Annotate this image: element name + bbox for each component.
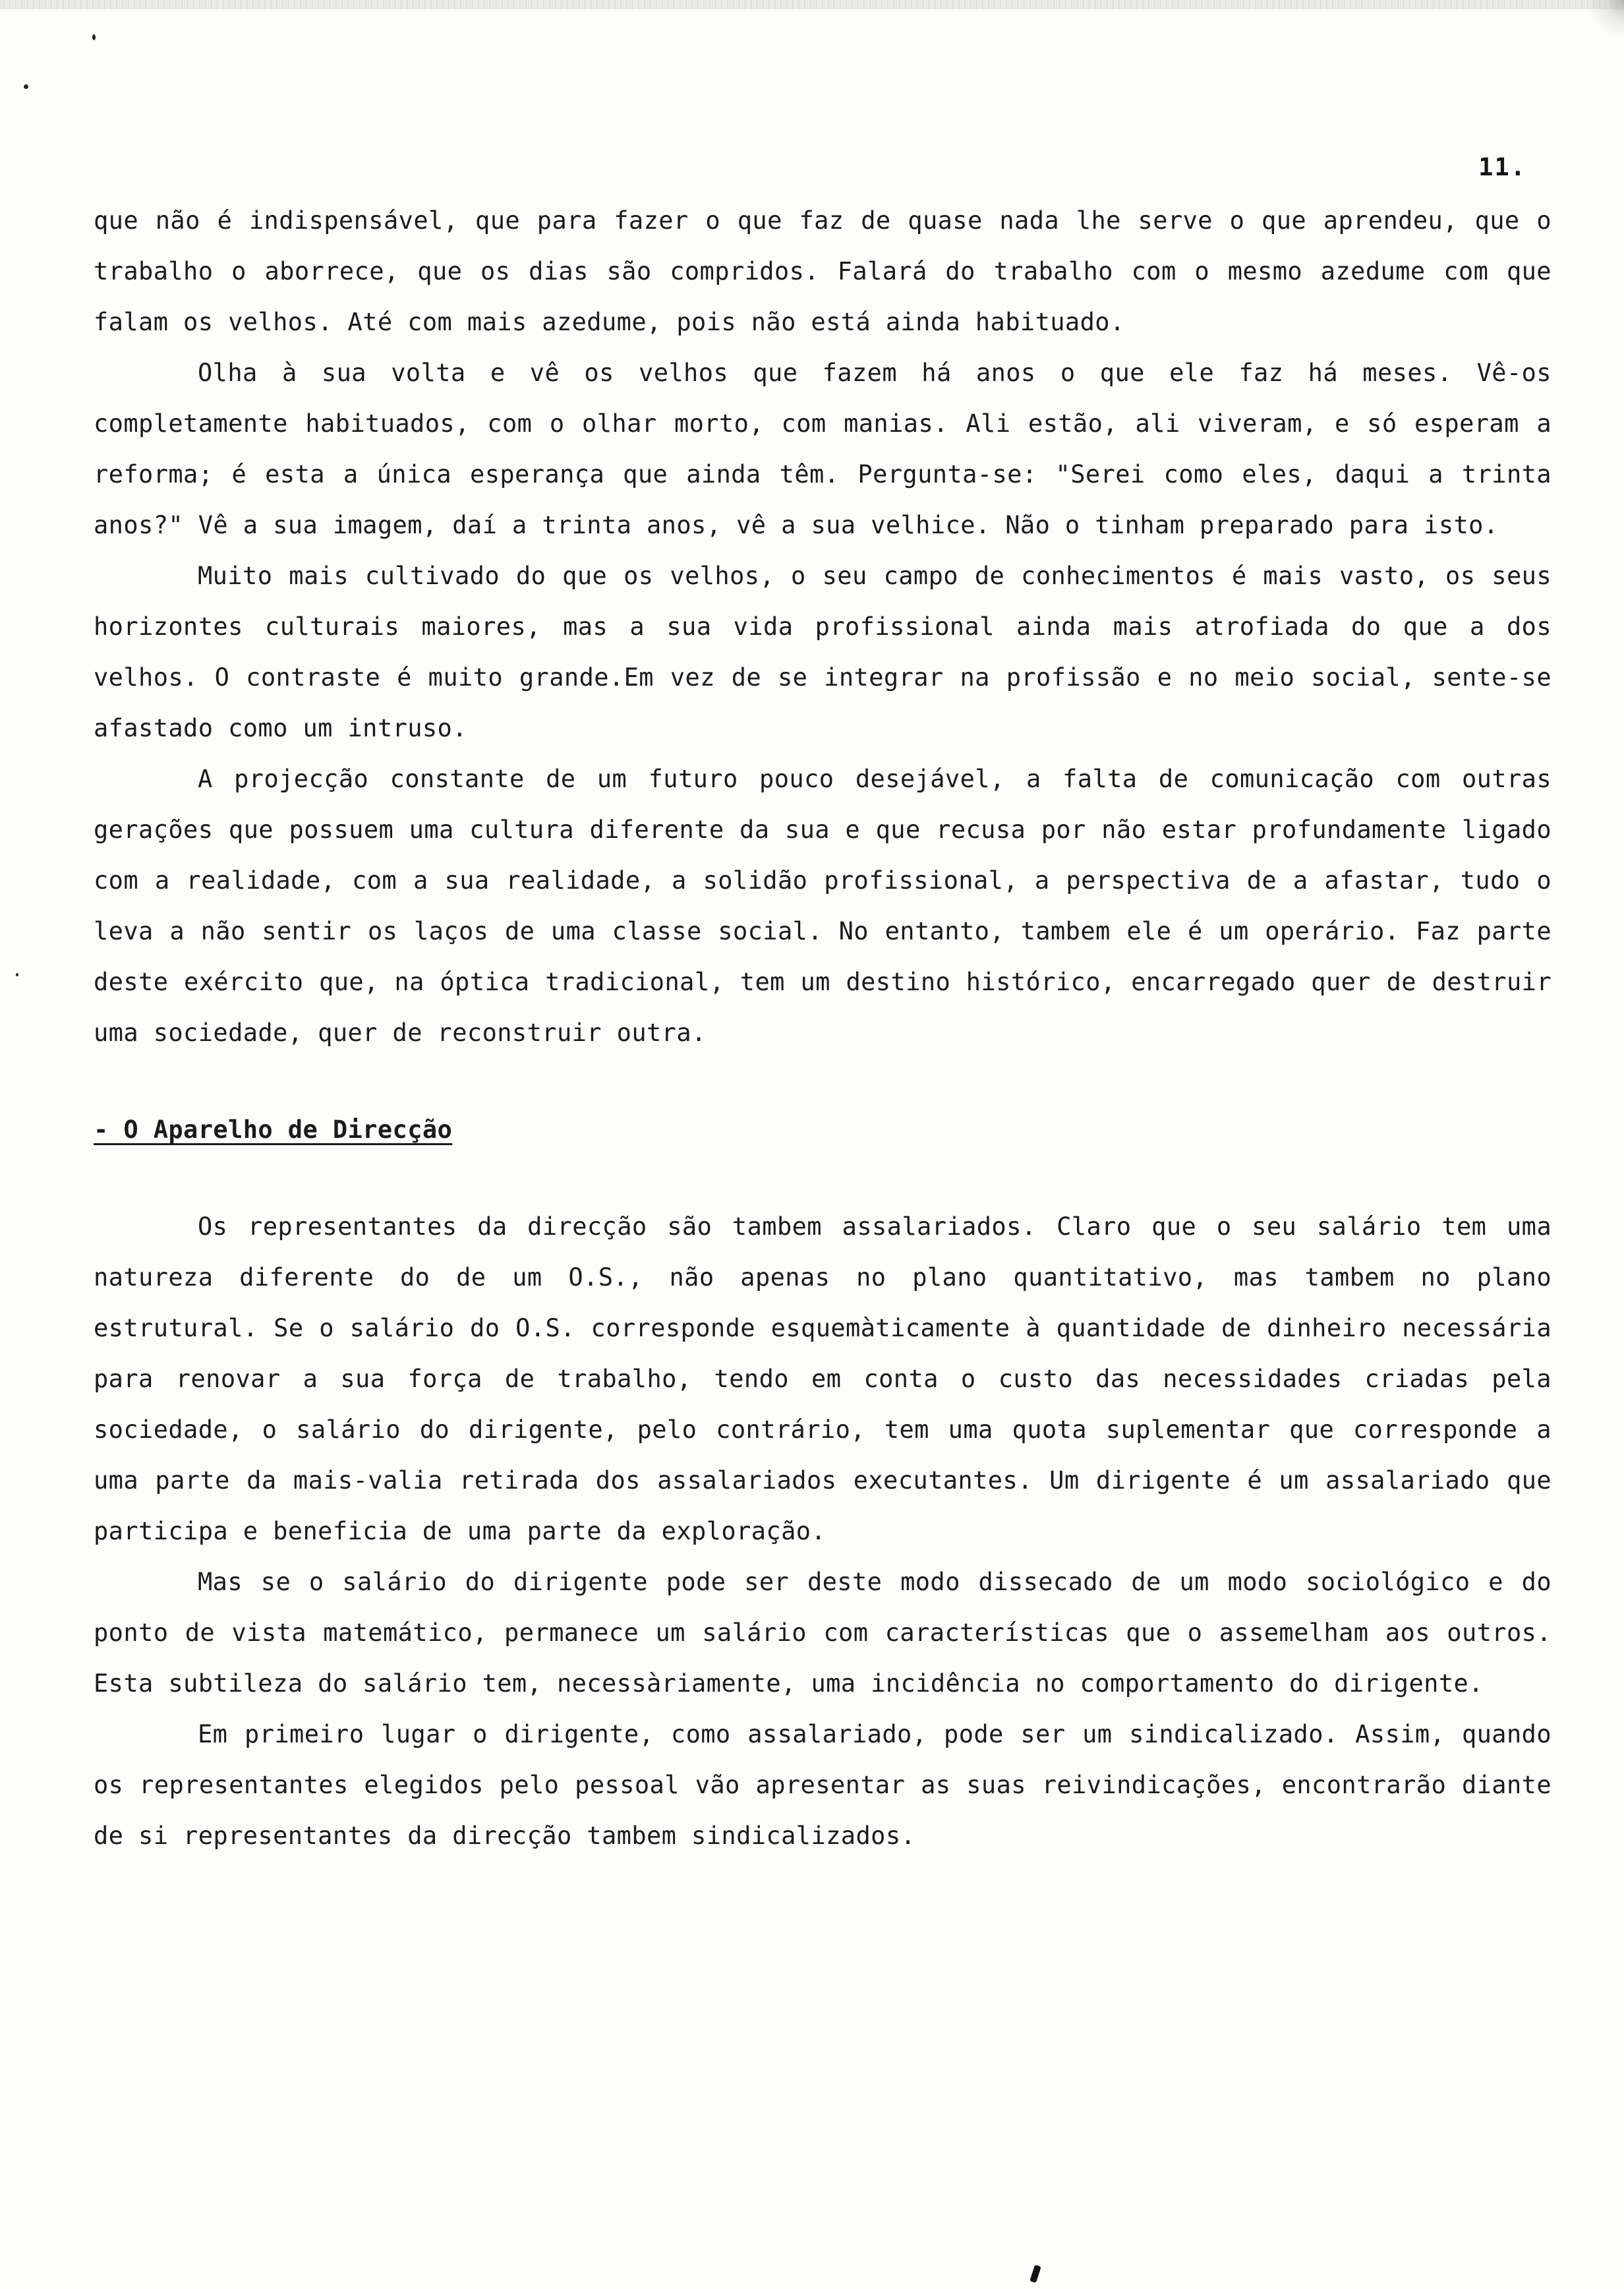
- paragraph: A projecção constante de um futuro pouco desejável, a falta de comunicação com outras gerações que possuem uma cultura diferente da sua e que recusa por não estar profundamente ligado com a realidade, com a sua realidade, a solidão profissional, a perspectiva de a afastar, tudo o leva a não sentir os laços de uma classe social. No entanto, tambem ele é um operário. Faz parte deste exército que, na óptica tradicional, tem um destino histórico, encarregado quer de destruir uma sociedade, quer de reconstruir outra.: [94, 765, 1552, 1047]
- paragraph: Mas se o salário do dirigente pode ser deste modo dissecado de um modo sociológico e do ponto de vista matemático, permanece um salário com características que o assemelham aos outros. Esta subtileza do salário tem, necessàriamente, uma incidência no comportamento do dirigente.: [94, 1568, 1552, 1698]
- document-body: [94, 195, 1552, 1861]
- section-heading: - O Aparelho de Direcção: [94, 1115, 453, 1144]
- page-number: 11.: [1478, 153, 1526, 181]
- paragraph: Em primeiro lugar o dirigente, como assalariado, pode ser um sindicalizado. Assim, quando os representantes elegidos pelo pessoal vão apresentar as suas reivindicações, encontrarão diante de si representantes da direcção tambem sindicalizados.: [94, 1720, 1552, 1850]
- scan-speck: [16, 973, 18, 976]
- scan-corner-shadow: [1584, 0, 1624, 40]
- paragraph: Olha à sua volta e vê os velhos que fazem há anos o que ele faz há meses. Vê-os completamente habituados, com o olhar morto, com manias. Ali estão, ali viveram, e só esperam a reforma; é esta a única esperança que ainda têm. Pergunta-se: "Serei como eles, daqui a trinta anos?" Vê a sua imagem, daí a trinta anos, vê a sua velhice. Não o tinham preparado para isto.: [94, 359, 1552, 539]
- paragraph: que não é indispensável, que para fazer o que faz de quase nada lhe serve o que aprendeu, que o trabalho o aborrece, que os dias são compridos. Falará do trabalho com o mesmo azedume com que falam os velhos. Até com mais azedume, pois não está ainda habituado.: [94, 206, 1552, 336]
- paragraph: Muito mais cultivado do que os velhos, o seu campo de conhecimentos é mais vasto, os seus horizontes culturais maiores, mas a sua vida profissional ainda mais atrofiada do que a dos velhos. O contraste é muito grande.Em vez de se integrar na profissão e no meio social, sente-se afastado como um intruso.: [94, 562, 1552, 742]
- scan-speck: [92, 34, 96, 40]
- spacer: [94, 1155, 1552, 1201]
- spacer: [94, 1058, 1552, 1104]
- scan-top-edge: [0, 0, 1624, 9]
- scan-ink-mark: [1030, 2265, 1041, 2283]
- paragraph: Os representantes da direcção são tambem assalariados. Claro que o seu salário tem uma natureza diferente do de um O.S., não apenas no plano quantitativo, mas tambem no plano estrutural. Se o salário do O.S. corresponde esquemàticamente à quantidade de dinheiro necessária para renovar a sua força de trabalho, tendo em conta o custo das necessidades criadas pela sociedade, o salário do dirigente, pelo contrário, tem uma quota suplementar que corresponde a uma parte da mais-valia retirada dos assalariados executantes. Um dirigente é um assalariado que participa e beneficia de uma parte da exploração.: [94, 1212, 1552, 1545]
- scan-speck: [24, 84, 28, 89]
